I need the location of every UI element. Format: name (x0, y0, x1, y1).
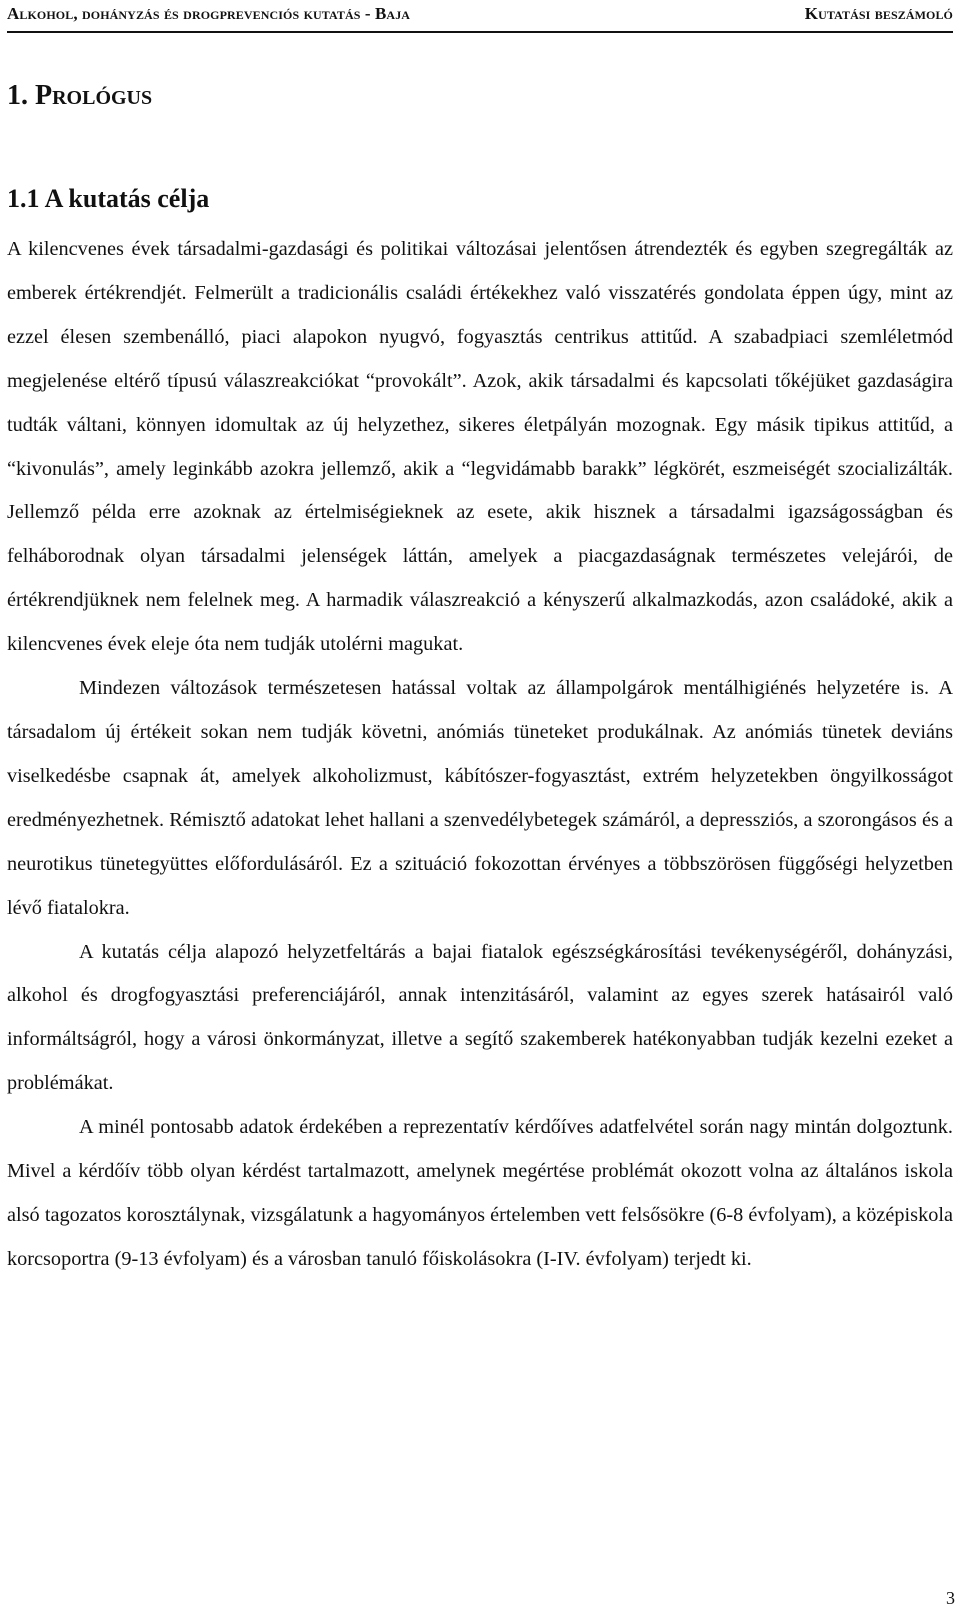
running-header (7, 2, 953, 26)
body-text (7, 228, 953, 1282)
section-title: 1.1 A kutatás célja (7, 184, 210, 213)
page-number: 3 (946, 1588, 955, 1608)
paragraph-1: A kilencvenes évek társadalmi-gazdasági és politikai változásai jelentősen átrendezték és egyben szegregálták az emberek értékrendjét. Felmerült a tradicionális családi értékekhez való visszatérés gondolata éppen úgy, mint az ezzel élesen szembenálló, piaci alapokon nyugvó, fogyasztás centrikus attitűd. A szabadpiaci szemléletmód megjelenése eltérő típusú válaszreakciókat “provokált”. Azok, akik társadalmi és kapcsolati tőkéjüket gazdaságira tudták váltani, könnyen idomultak az új helyzethez, sikeres életpályán mozognak. Egy másik tipikus attitűd, a “kivonulás”, amely leginkább azokra jellemző, akik a “legvidámabb barakk” légkörét, eszmeiségét szocializálták. Jellemző példa erre azoknak az értelmiségieknek az esete, akik hisznek a társadalmi igazságosságban és felháborodnak olyan társadalmi jelenségek láttán, amelyek a piacgazdaságnak természetes velejárói, de értékrendjüknek nem felelnek meg. A harmadik válaszreakció a kényszerű alkalmazkodás, azon családoké, akik a kilencvenes évek eleje óta nem tudják utolérni magukat. (7, 238, 953, 656)
paragraph-2: Mindezen változások természetesen hatással voltak az állampolgárok mentálhigiénés helyzetére is. A társadalom új értékeit sokan nem tudják követni, anómiás tüneteket produkálnak. Az anómiás tünetek deviáns viselkedésbe csapnak át, amelyek alkoholizmust, kábítószer-fogyasztást, extrém helyzetekben öngyilkosságot eredményezhetnek. Rémisztő adatokat lehet hallani a szenvedélybetegek számáról, a depressziós, a szorongásos és a neurotikus tünetegyüttes előfordulásáról. Ez a szituáció fokozottan érvényes a többszörösen függőségi helyzetben lévő fiatalokra. (7, 677, 953, 919)
paragraph-4: A minél pontosabb adatok érdekében a reprezentatív kérdőíves adatfelvétel során nagy mintán dolgoztunk. Mivel a kérdőív több olyan kérdést tartalmazott, amelynek megértése problémát okozott volna az általános iskola alsó tagozatos korosztálynak, vizsgálatunk a hagyományos értelemben vett felsősökre (6-8 évfolyam), a középiskola korcsoportra (9-13 évfolyam) és a városban tanuló főiskolásokra (I-IV. évfolyam) terjedt ki. (7, 1116, 953, 1270)
paragraph-3: A kutatás célja alapozó helyzetfeltárás a bajai fiatalok egészségkárosítási tevékenységéről, dohányzási, alkohol és drogfogyasztási preferenciájáról, annak intenzitásáról, valamint az egyes szerek hatásairól való informáltságról, hogy a városi önkormányzat, illetve a segítő szakemberek hatékonyabban tudják kezelni ezeket a problémákat. (7, 940, 953, 1095)
chapter-title: 1. Prológus (7, 80, 153, 111)
header-title-left: Alkohol, dohányzás és drogprevenciós kutatás - Baja (7, 4, 411, 23)
header-title-right: Kutatási beszámoló (804, 4, 953, 23)
header-divider (7, 31, 953, 33)
